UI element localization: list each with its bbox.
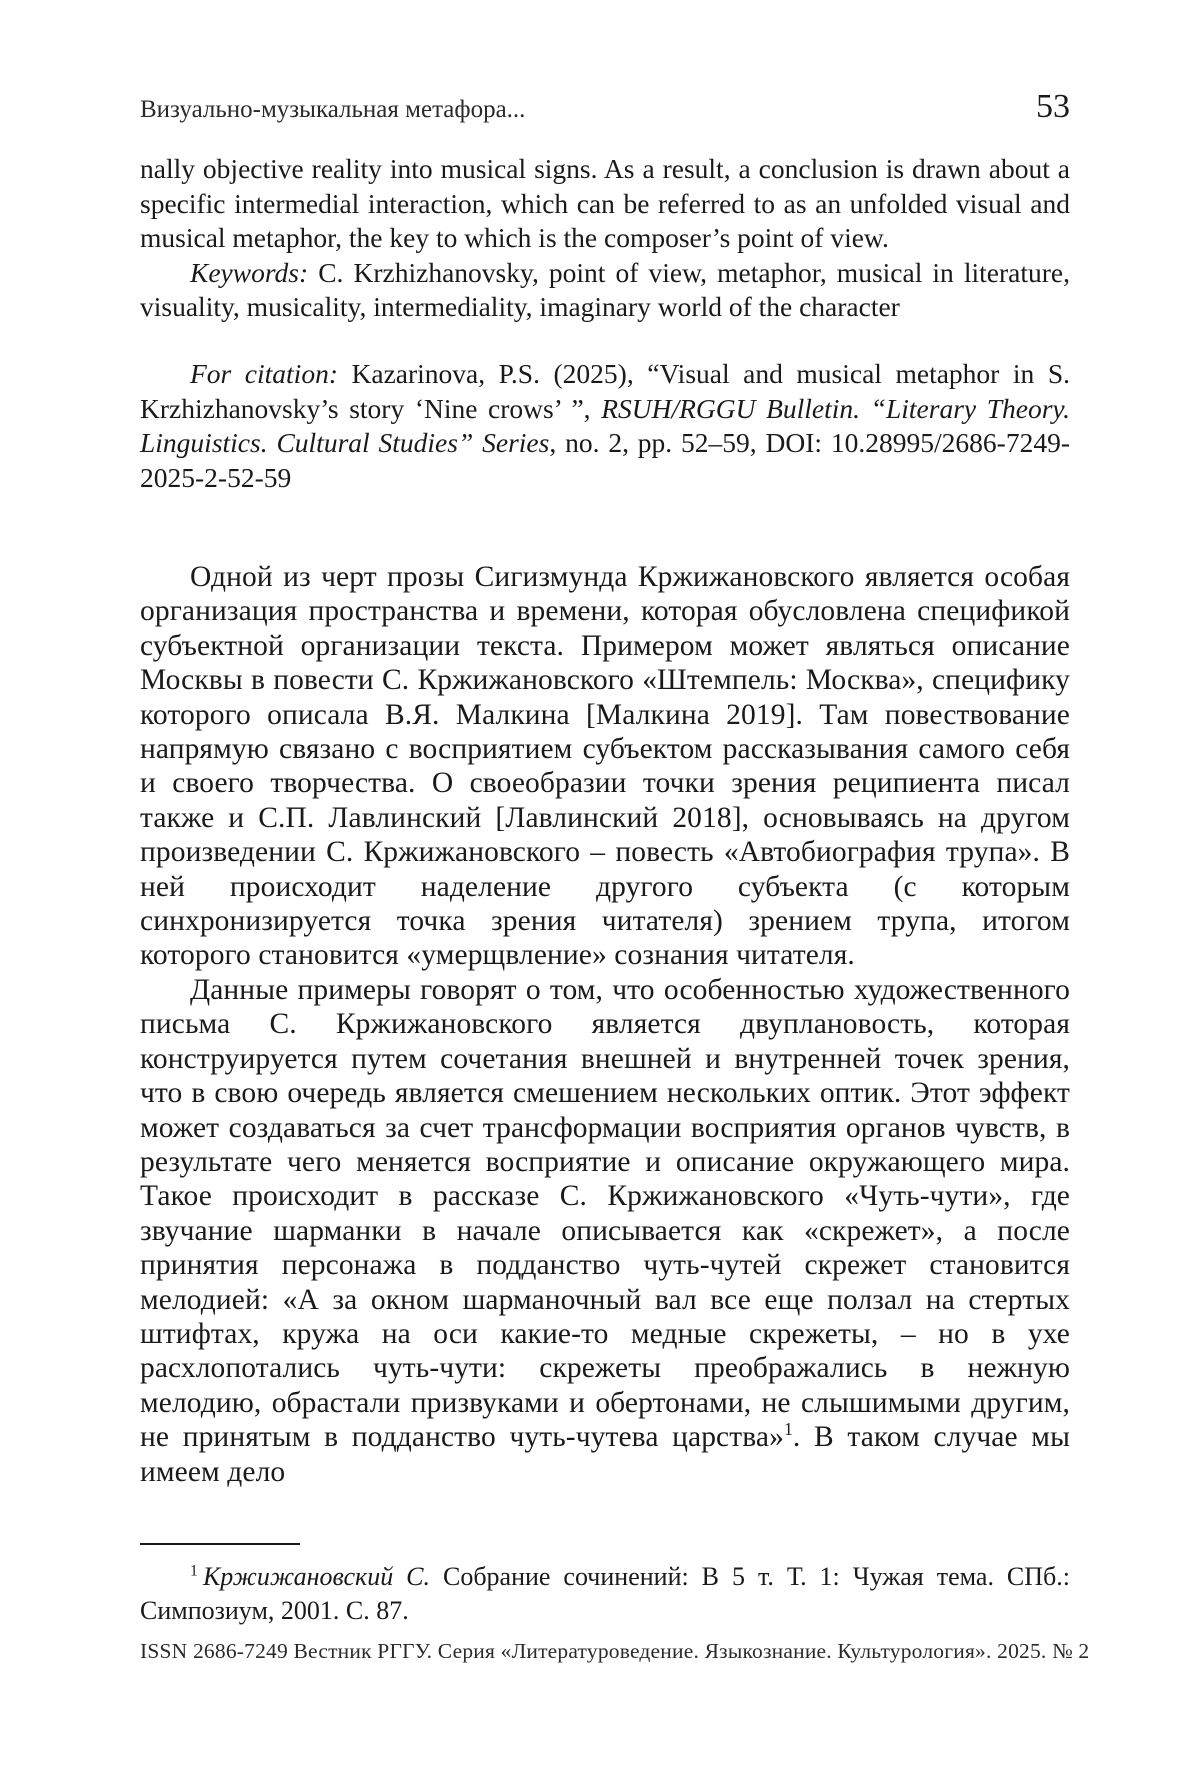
citation-text-2: , no. 2, pp. 52–59, DOI: 10.28995/2686-7249-2025-2-52-59 bbox=[140, 427, 1070, 493]
citation bbox=[140, 357, 1070, 495]
footnote-paragraph bbox=[140, 1560, 1070, 1628]
running-head bbox=[140, 88, 1070, 128]
footnote bbox=[140, 1560, 1070, 1628]
article-body bbox=[140, 560, 1070, 1489]
citation-label: For citation: bbox=[190, 358, 338, 389]
citation-journal: RSUH/RGGU Bulletin. “Literary Theory. Linguistics. Cultural Studies” Series bbox=[140, 393, 1070, 459]
body-paragraph-1: Одной из черт прозы Сигизмунда Кржижановского является особая организация пространства и времени, которая обусловлена спецификой субъектной организации текста. Примером может являться описание Москвы в повести С. Кржижановского «Штемпель: Москва», специфику которого описала В.Я. Малкина [Малкина 2019]. Там повествование напрямую связано с восприятием субъектом рассказывания самого себя и своего творчества. О своеобразии точки зрения реципиента писал также и С.П. Лавлинский [Лавлинский 2018], основываясь на другом произведении С. Кржижановского – повесть «Автобиография трупа». В ней происходит наделение другого субъекта (с которым синхронизируется точка зрения читателя) зрением трупа, итогом которого становится «умерщвление» сознания читателя. bbox=[140, 560, 1070, 973]
citation-text-1: Kazarinova, P.S. (2025), “Visual and musical metaphor in S. Krzhizhanovsky’s story ‘Nine crows’ ”, bbox=[140, 358, 1070, 424]
page-number: 53 bbox=[1036, 88, 1070, 126]
footnote-author: Кржижановский С. bbox=[203, 1562, 430, 1591]
footnote-text: Собрание сочинений: В 5 т. Т. 1: Чужая тема. СПб.: Симпозиум, 2001. С. 87. bbox=[140, 1562, 1070, 1625]
body-paragraph-2-text: Данные примеры говорят о том, что особенностью художественного письма С. Кржижановского является двуплановость, которая конструируется путем сочетания внешней и внутренней точек зрения, что в свою очередь является смешением нескольких оптик. Этот эффект может создаваться за счет трансформации восприятия органов чувств, в результате чего меняется восприятие и описание окружающего мира. Такое происходит в рассказе С. Кржижановского «Чуть-чути», где звучание шарманки в начале описывается как «скрежет», а после принятия персонажа в подданство чуть-чутей скрежет становится мелодией: «А за окном шарманочный вал все еще ползал на стертых штифтах, кружа на оси какие-то медные скрежеты, – но в ухе расхлопотались чуть-чути: скрежеты преображались в нежную мелодию, обрастали призвуками и обертонами, не слышимыми другим, не принятым в подданство чуть-чутева царства» bbox=[140, 974, 1070, 1453]
citation-paragraph bbox=[140, 357, 1070, 495]
footnote-mark: 1 bbox=[190, 1562, 198, 1579]
body-paragraph-2-end: . В таком случае мы имеем дело bbox=[140, 1421, 1070, 1487]
footnote-reference[interactable]: 1 bbox=[784, 1419, 793, 1439]
footnote-divider bbox=[140, 1543, 300, 1545]
running-title: Визуально-музыкальная метафора... bbox=[140, 96, 525, 124]
body-paragraph-2 bbox=[140, 973, 1070, 1489]
keywords-text: C. Krzhizhanovsky, point of view, metaphor, musical in literature, visuality, musicality, intermediality, imaginary world of the character bbox=[140, 257, 1070, 323]
abstract bbox=[140, 152, 1070, 325]
abstract-text: nally objective reality into musical signs. As a result, a conclusion is drawn about a specific intermedial interaction, which can be referred to as an unfolded visual and musical metaphor, the key to which is the composer’s point of view. bbox=[140, 152, 1070, 256]
keywords-label: Keywords: bbox=[190, 257, 308, 288]
page-footer: ISSN 2686-7249 Вестник РГГУ. Серия «Литературоведение. Языкознание. Культурология». 2025. № 2 bbox=[140, 1639, 1070, 1664]
keywords bbox=[140, 256, 1070, 325]
